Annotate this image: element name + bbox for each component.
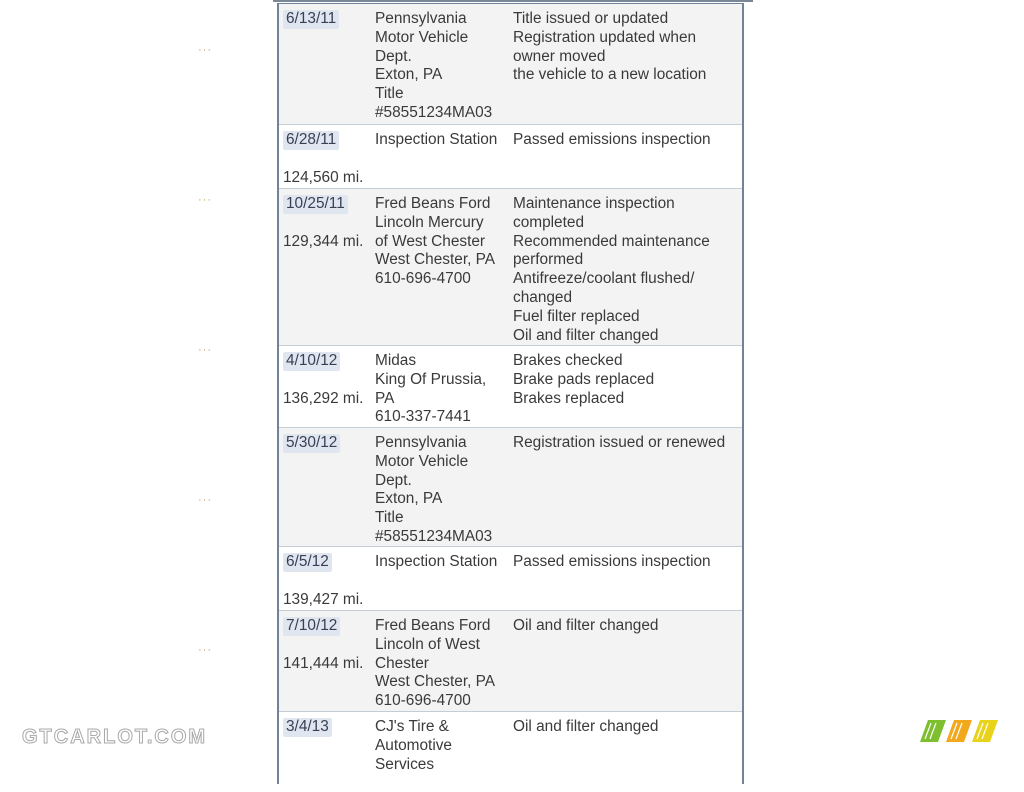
record-source: CJ's Tire & Automotive Services [375, 718, 452, 773]
record-source: Fred Beans Ford Lincoln of West Chester West Chester, PA 610-696-4700 [375, 617, 496, 710]
record-date: 6/28/11 [283, 131, 339, 150]
record-date: 5/30/12 [283, 434, 340, 453]
site-watermark: GTCARLOT.COM [22, 726, 208, 748]
record-details: Brakes checked Brake pads replaced Brakes replaced [513, 352, 655, 407]
record-date: 6/5/12 [283, 553, 332, 572]
record-date: 10/25/11 [283, 195, 348, 214]
record-details: Oil and filter changed [513, 718, 659, 735]
record-source: Midas King Of Prussia, PA 610-337-7441 [375, 352, 487, 426]
record-date: 4/10/12 [283, 352, 340, 371]
record-details: Oil and filter changed [513, 617, 659, 634]
record-mileage: 141,444 mi. [283, 655, 364, 672]
record-details: Registration issued or renewed [513, 434, 726, 451]
record-source: Pennsylvania Motor Vehicle Dept. Exton, PA Title #58551234MA03 [375, 10, 493, 121]
record-source: Inspection Station [375, 131, 498, 148]
record-source: Fred Beans Ford Lincoln Mercury of West Chester West Chester, PA 610-696-4700 [375, 195, 496, 288]
record-mileage: 139,427 mi. [283, 591, 364, 608]
side-marker: ··· [198, 194, 212, 206]
record-details: Title issued or updated Registration updated when owner moved the vehicle to a new location [513, 10, 707, 84]
gtcarlot-logo-icon [920, 720, 998, 742]
table-row [279, 125, 742, 189]
table-row [279, 189, 742, 346]
record-mileage: 136,292 mi. [283, 390, 364, 407]
record-date: 7/10/12 [283, 617, 340, 636]
top-rule [273, 0, 753, 2]
side-marker: ··· [198, 494, 212, 506]
table-row [279, 4, 742, 125]
table-row [279, 611, 742, 712]
record-date: 3/4/13 [283, 718, 332, 737]
record-source: Inspection Station [375, 553, 498, 570]
table-row [279, 428, 742, 547]
side-marker: ··· [198, 644, 212, 656]
side-marker: ··· [198, 344, 212, 356]
record-source: Pennsylvania Motor Vehicle Dept. Exton, PA Title #58551234MA03 [375, 434, 493, 545]
table-row [279, 547, 742, 611]
table-row [279, 712, 742, 792]
record-mileage: 129,344 mi. [283, 233, 364, 250]
record-date: 6/13/11 [283, 10, 339, 29]
record-details: Passed emissions inspection [513, 131, 711, 148]
vehicle-history-table [277, 3, 744, 784]
table-row [279, 346, 742, 428]
record-details: Maintenance inspection completed Recommended maintenance performed Antifreeze/coolant flushed/ changed Fuel filter replaced Oil and filter changed [513, 195, 710, 344]
record-details: Passed emissions inspection [513, 553, 711, 570]
record-mileage: 124,560 mi. [283, 169, 364, 186]
side-marker: ··· [198, 44, 212, 56]
